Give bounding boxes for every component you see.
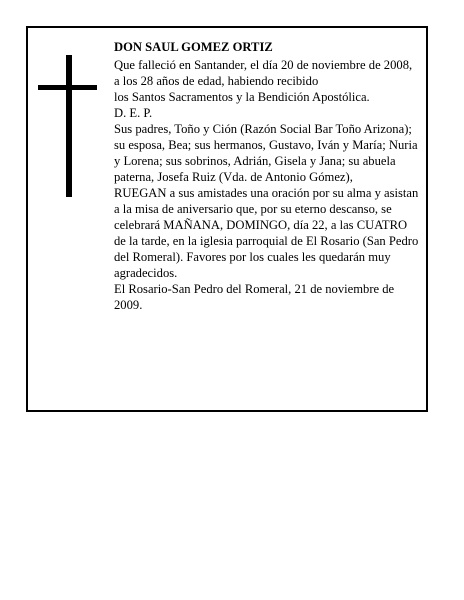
mass-announcement: RUEGAN a sus amistades una oración por su alma y asistan a la misa de aniversario que, por su eterno descanso, se celebrará MAÑANA, DOMINGO, día 22, a las CUATRO de la tarde, en la iglesia parroquial de El Rosario (San Pedro del Romeral). Favores por los cuales les quedarán muy agradecidos. <box>114 186 419 280</box>
death-info: Que falleció en Santander, el día 20 de noviembre de 2008, <box>114 58 413 72</box>
obituary-text <box>114 39 422 313</box>
cross-icon <box>66 55 72 197</box>
cross-icon-bar <box>38 85 97 90</box>
dep-line: D. E. P. <box>114 106 153 120</box>
age-info: a los 28 años de edad, habiendo recibido <box>114 74 319 88</box>
family-list: Sus padres, Toño y Ción (Razón Social Bar Toño Arizona); su esposa, Bea; sus hermanos, Gustavo, Iván y María; Nuria y Lorena; sus sobrinos, Adrián, Gisela y Jana; su abuela paterna, Josefa Ruiz (Vda. de Antonio Gómez), <box>114 122 418 184</box>
sacraments-info: los Santos Sacramentos y la Bendición Apostólica. <box>114 90 370 104</box>
deceased-name: DON SAUL GOMEZ ORTIZ <box>114 40 273 54</box>
place-date: El Rosario-San Pedro del Romeral, 21 de noviembre de 2009. <box>114 282 395 312</box>
